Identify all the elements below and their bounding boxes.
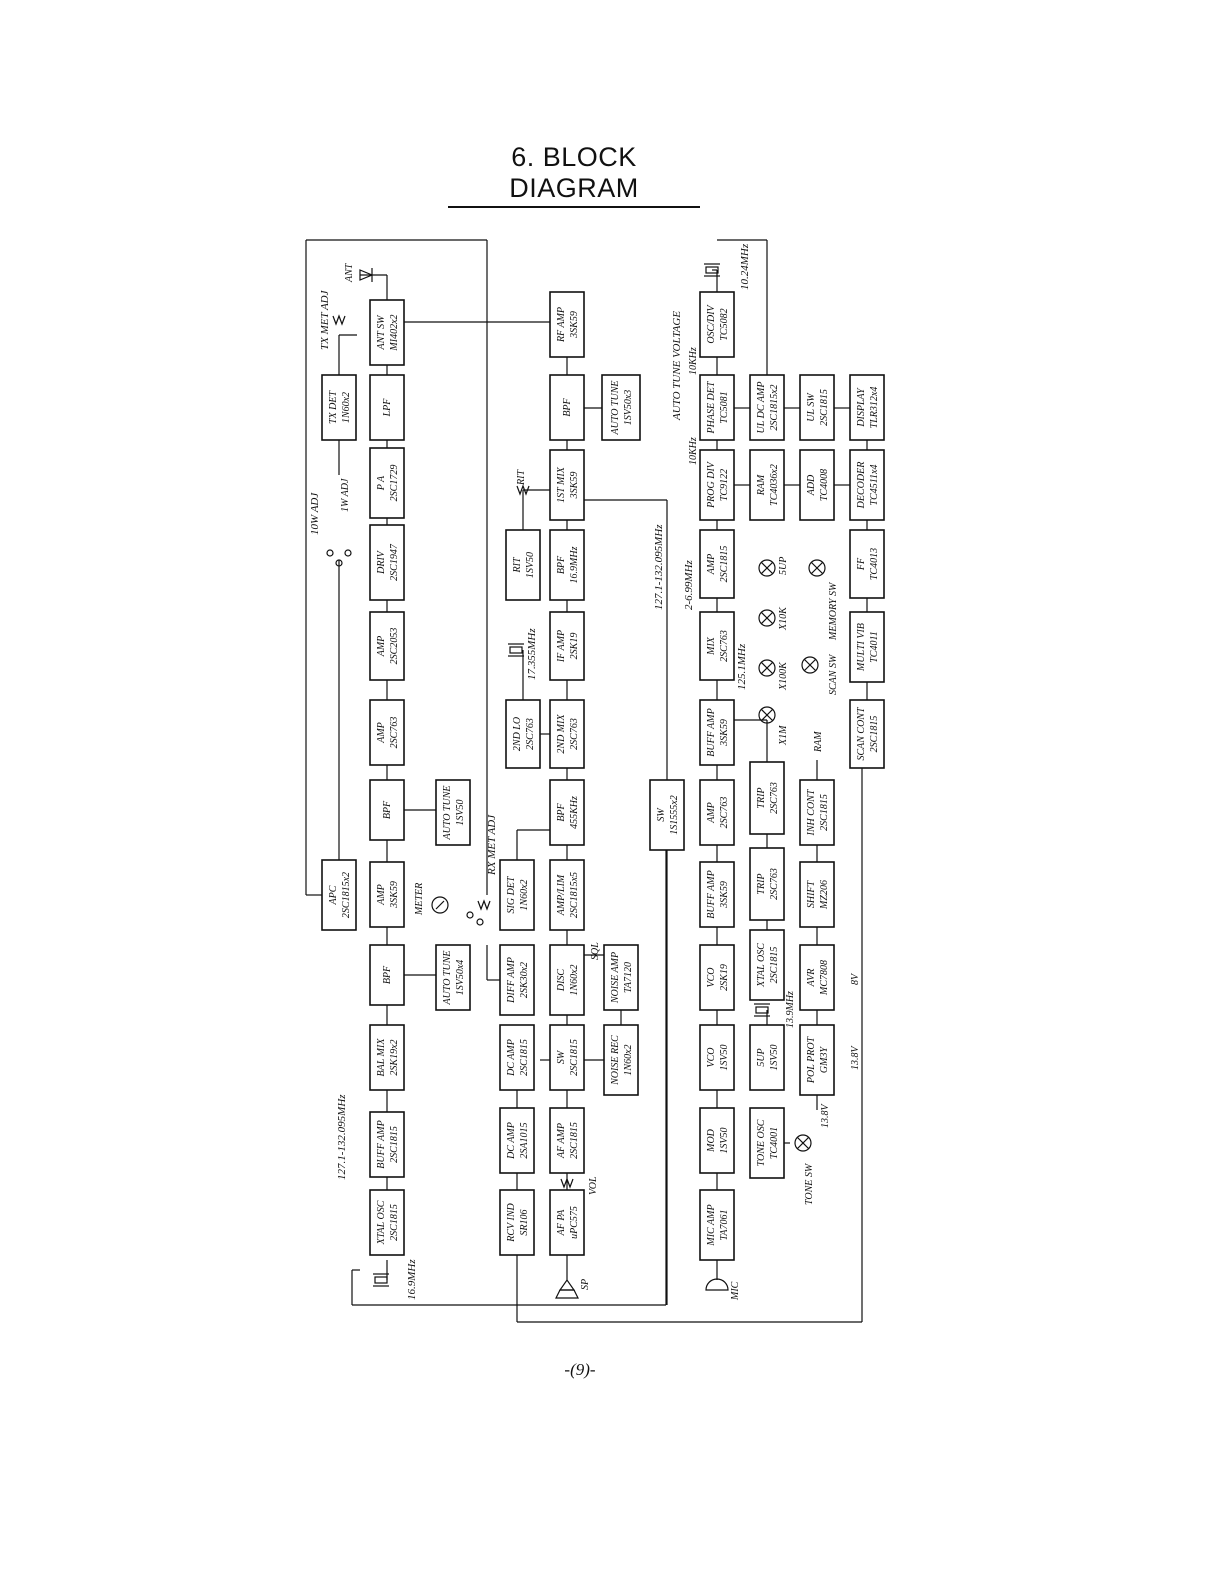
block-disc xyxy=(550,945,584,1015)
block-label: VCO xyxy=(706,967,717,988)
block-label: FF xyxy=(856,557,867,571)
block-label: DISC xyxy=(556,968,567,992)
label-mic: MIC xyxy=(730,1281,741,1300)
block-part-number: 1N60x2 xyxy=(623,1044,634,1076)
block-label: ADD xyxy=(806,474,817,496)
block-label: NOISE REC xyxy=(610,1035,621,1085)
block-label: NOISE AMP xyxy=(610,951,621,1004)
label-k10-a: 10KHz xyxy=(688,437,699,465)
block-auto-tune-3 xyxy=(602,375,640,440)
block-label: DIFF AMP xyxy=(506,957,517,1003)
block-label: RAM xyxy=(756,474,767,496)
label-rx-met-adj: RX MET ADJ xyxy=(486,814,498,875)
block-label: AF AMP xyxy=(556,1122,567,1159)
block-label: AMP xyxy=(706,553,717,575)
block-part-number: 2SC763 xyxy=(719,630,730,662)
block-af-pa xyxy=(550,1190,584,1255)
block-part-number: 2SC1815 xyxy=(569,1039,580,1076)
block-add xyxy=(800,450,834,520)
block-part-number: 1SV50 xyxy=(719,1127,730,1154)
block-label: VCO xyxy=(706,1047,717,1068)
block-vco-2sk19 xyxy=(700,945,734,1010)
block-label: BUFF AMP xyxy=(706,870,717,919)
block-label: MIX xyxy=(706,637,717,655)
label-x100k: X100K xyxy=(778,662,789,690)
block-label: AMP xyxy=(706,802,717,823)
block-bpf-169 xyxy=(550,530,584,600)
block-label: PHASE DET xyxy=(706,381,717,434)
block-rf-amp xyxy=(550,292,584,357)
block-part-number: 2SC1815x2 xyxy=(769,384,780,431)
block-label: BAL MIX xyxy=(376,1038,387,1077)
block-display xyxy=(850,375,884,440)
label-memory-sw: MEMORY SW xyxy=(828,582,839,640)
circuit-blocks xyxy=(322,292,884,1260)
block-part-number: 2SK30x2 xyxy=(519,961,530,999)
block-part-number: 2SC1815 xyxy=(519,1039,530,1076)
block-label: MOD xyxy=(706,1129,717,1152)
label-f1251: 125.1MHz xyxy=(736,643,748,690)
block-if-amp xyxy=(550,612,584,680)
block-label: DC AMP xyxy=(506,1122,517,1159)
block-label: BPF xyxy=(562,398,573,417)
block-label: BPF xyxy=(382,965,393,985)
block-label: LPF xyxy=(382,398,393,417)
block-part-number: 3SK59 xyxy=(719,719,730,746)
block-label: DRIV xyxy=(376,551,387,574)
label-tx-met-adj: TX MET ADJ xyxy=(319,290,331,350)
block-label: UL SW xyxy=(806,393,817,422)
block-label: APC xyxy=(328,885,339,905)
block-part-number: SR106 xyxy=(519,1209,530,1236)
block-part-number: TC5082 xyxy=(719,308,730,341)
block-part-number: 2SC763 xyxy=(525,718,536,750)
block-part-number: 2SC1815 xyxy=(769,946,780,984)
block-label: DECODER xyxy=(856,461,867,509)
block-label: TRIP xyxy=(756,873,767,895)
block-tone-osc xyxy=(750,1108,784,1178)
block-label: SW xyxy=(556,1050,567,1065)
block-part-number: GM3Y xyxy=(819,1046,830,1074)
page-number: -(9)- xyxy=(564,1360,596,1379)
block-label: POL PROT xyxy=(806,1036,817,1084)
block-part-number: 2SA1015 xyxy=(519,1122,530,1159)
block-amp-lim xyxy=(550,860,584,930)
label-sql: SQL xyxy=(590,942,601,960)
block-mix-2nd xyxy=(550,700,584,768)
block-bpf-rx xyxy=(550,375,584,440)
block-apc xyxy=(322,860,356,930)
label-f26: 2-6.99MHz xyxy=(683,560,695,610)
block-lpf xyxy=(370,375,404,440)
block-part-number: 2SC1815 xyxy=(389,1126,400,1163)
block-decoder xyxy=(850,450,884,520)
block-label: AMP xyxy=(376,635,387,657)
block-trip-2 xyxy=(750,762,784,834)
block-part-number: MC7808 xyxy=(819,960,830,995)
label-ram-lbl: RAM xyxy=(813,731,824,752)
block-part-number: 2SC1815x5 xyxy=(569,871,580,919)
block-label: SHIFT xyxy=(806,880,817,909)
block-part-number: 2SK19 xyxy=(569,632,580,660)
block-mod xyxy=(700,1108,734,1173)
block-part-number: 1SV50 xyxy=(455,799,466,826)
block-inh-cont xyxy=(800,780,834,845)
label-atv: AUTO TUNE VOLTAGE xyxy=(671,310,683,420)
block-label: OSC/DIV xyxy=(706,305,717,344)
block-part-number: 1SV50 xyxy=(525,551,536,579)
block-part-number: 1SV50 xyxy=(719,1044,730,1071)
block-label: DISPLAY xyxy=(856,388,867,427)
block-auto-tune-2 xyxy=(436,780,470,845)
block-label: AUTO TUNE xyxy=(442,950,453,1005)
block-part-number: 1N60x2 xyxy=(569,964,580,996)
label-meter: METER xyxy=(414,882,425,915)
block-buff-amp-tx xyxy=(370,1112,404,1177)
block-part-number: 2SK19 xyxy=(719,964,730,991)
block-part-number: TLR312x4 xyxy=(869,386,880,429)
block-pol-prot xyxy=(800,1025,834,1095)
block-buff-amp-vco1 xyxy=(700,862,734,927)
block-part-number: 1SV50 xyxy=(769,1044,780,1071)
block-lo-2nd xyxy=(506,700,540,768)
block-part-number: 1N60x2 xyxy=(519,879,530,911)
block-sw-1s1555 xyxy=(650,780,684,850)
block-mic-amp xyxy=(700,1190,734,1260)
label-f17355: 17.355MHz xyxy=(526,628,538,680)
block-part-number: 2SC1947 xyxy=(389,544,400,581)
block-bal-mix xyxy=(370,1025,404,1090)
block-mix-1st xyxy=(550,450,584,520)
label-v8: 8V xyxy=(850,973,861,985)
block-part-number: 16.9MHz xyxy=(569,546,580,584)
block-up5 xyxy=(750,1025,784,1090)
block-label: P A xyxy=(376,475,387,491)
block-part-number: 2SC1815 xyxy=(819,794,830,831)
label-rit-sym: RIT xyxy=(516,470,527,485)
block-bpf-tx2 xyxy=(370,780,404,840)
block-sig-det xyxy=(500,860,534,930)
block-avr xyxy=(800,945,834,1010)
block-ff xyxy=(850,530,884,598)
block-amp-2sc763-pll xyxy=(700,780,734,845)
block-label: PROG DIV xyxy=(706,462,717,508)
block-rit xyxy=(506,530,540,600)
block-part-number: 2SC2053 xyxy=(389,627,400,665)
block-phase-det xyxy=(700,375,734,440)
block-part-number: TC5081 xyxy=(719,391,730,424)
block-part-number: 2SC1815 xyxy=(819,389,830,426)
block-part-number: TC4013 xyxy=(869,547,880,581)
label-f1024: 10.24MHz xyxy=(739,243,751,290)
block-part-number: 2SC763 xyxy=(569,718,580,750)
block-label: 2ND MIX xyxy=(556,714,567,754)
block-dc-amp-2sc xyxy=(500,1025,534,1090)
block-label: TRIP xyxy=(756,787,767,809)
block-label: XTAL OSC xyxy=(376,1200,387,1245)
block-part-number: 1SV50x4 xyxy=(455,959,466,996)
block-part-number: TA7061 xyxy=(719,1209,730,1241)
block-af-amp xyxy=(550,1108,584,1173)
block-label: AUTO TUNE xyxy=(442,785,453,840)
block-part-number: 2SC763 xyxy=(769,782,780,814)
block-label: ANT SW xyxy=(376,315,387,350)
block-part-number: 1S1555x2 xyxy=(669,795,680,835)
block-shift xyxy=(800,862,834,927)
block-pa xyxy=(370,448,404,518)
block-label: RF AMP xyxy=(556,306,567,343)
label-v138-a: 13.8V xyxy=(850,1046,861,1070)
block-part-number: TC4011 xyxy=(869,631,880,663)
block-part-number: 3SK59 xyxy=(389,881,400,908)
block-part-number: 3SK59 xyxy=(569,311,580,338)
label-scan-sw: SCAN SW xyxy=(828,654,839,695)
block-part-number: TC4001 xyxy=(769,1126,780,1160)
block-label: RIT xyxy=(512,557,523,573)
label-ant: ANT xyxy=(344,263,355,282)
block-part-number: TC4511x4 xyxy=(869,464,880,506)
block-part-number: 2SC1815x2 xyxy=(341,871,352,919)
block-label: MIC AMP xyxy=(706,1204,717,1246)
block-part-number: 1N60x2 xyxy=(341,391,352,424)
block-label: 1ST MIX xyxy=(556,467,567,503)
block-label: SIG DET xyxy=(506,876,517,914)
block-tx-det xyxy=(322,375,356,440)
label-w10-adj: 10W ADJ xyxy=(309,492,321,535)
block-amp-2sc1815-pll xyxy=(700,530,734,598)
block-trip-1 xyxy=(750,848,784,920)
block-label: AF PA xyxy=(556,1209,567,1236)
label-x1m: X1M xyxy=(778,725,789,745)
block-prog-div xyxy=(700,450,734,520)
block-part-number: 2SC1815 xyxy=(719,545,730,583)
label-f127-tx: 127.1-132.095MHz xyxy=(336,1094,348,1180)
block-part-number: 455KHz xyxy=(569,796,580,829)
block-amp-2sc2053 xyxy=(370,612,404,680)
block-label: BUFF AMP xyxy=(376,1120,387,1169)
block-part-number: MI402x2 xyxy=(389,314,400,351)
block-mix-pll xyxy=(700,612,734,680)
block-label: TONE OSC xyxy=(756,1119,767,1167)
block-part-number: 2SC763 xyxy=(389,716,400,749)
block-part-number: 3SK59 xyxy=(719,881,730,908)
block-label: XTAL OSC xyxy=(756,943,767,987)
block-bpf-455 xyxy=(550,780,584,845)
block-label: BPF xyxy=(382,800,393,820)
block-part-number: TC4008 xyxy=(819,468,830,502)
block-diff-amp xyxy=(500,945,534,1015)
block-part-number: TC9122 xyxy=(719,468,730,502)
label-f127-rx: 127.1-132.095MHz xyxy=(653,524,665,610)
block-buff-amp-vco2 xyxy=(700,700,734,765)
block-amp-2sc763-tx xyxy=(370,700,404,765)
block-ant-sw xyxy=(370,300,404,365)
block-label: BPF xyxy=(556,555,567,575)
block-part-number: 2SC763 xyxy=(769,868,780,900)
block-ul-sw xyxy=(800,375,834,440)
block-label: RCV IND xyxy=(506,1203,517,1242)
block-part-number: 2SC1815 xyxy=(569,1122,580,1159)
block-label: AVR xyxy=(806,968,817,987)
block-xtal-osc xyxy=(370,1190,404,1255)
block-part-number: 2SC1815 xyxy=(389,1204,400,1241)
block-part-number: TA7120 xyxy=(623,962,634,993)
label-tone-sw: TONE SW xyxy=(804,1163,815,1205)
block-noise-amp xyxy=(604,945,638,1010)
block-label: SW xyxy=(656,808,667,822)
label-vol: VOL xyxy=(588,1176,599,1195)
label-f169: 16.9MHz xyxy=(406,1259,418,1300)
block-osc-div xyxy=(700,292,734,357)
block-part-number: 2SC763 xyxy=(719,796,730,829)
block-ram xyxy=(750,450,784,520)
block-label: AMP/LIM xyxy=(556,874,567,916)
block-bpf-tx1 xyxy=(370,945,404,1005)
block-part-number: TC4036x2 xyxy=(769,464,780,506)
block-label: BUFF AMP xyxy=(706,708,717,757)
block-label: 2ND LO xyxy=(512,716,523,752)
block-label: 5UP xyxy=(756,1048,767,1067)
block-label: AMP xyxy=(376,884,387,905)
block-part-number: 3SK59 xyxy=(569,471,580,499)
block-noise-rec xyxy=(604,1025,638,1095)
block-vco-1sv50 xyxy=(700,1025,734,1090)
block-part-number: 2SC1729 xyxy=(389,464,400,502)
label-sp: SP xyxy=(580,1278,591,1290)
block-label: UL DC AMP xyxy=(756,381,767,434)
block-part-number: uPC575 xyxy=(569,1206,580,1239)
block-label: BPF xyxy=(556,803,567,822)
block-driv xyxy=(370,525,404,600)
block-part-number: 2SK19x2 xyxy=(389,1039,400,1076)
label-w1-adj: 1W ADJ xyxy=(340,478,351,512)
block-part-number: MZ206 xyxy=(819,880,830,909)
page-title: 6. BLOCK DIAGRAM xyxy=(448,142,700,208)
block-part-number: 2SC1815 xyxy=(869,715,880,753)
block-dc-amp-2sa xyxy=(500,1108,534,1173)
label-v138-b: 13.8V xyxy=(820,1104,831,1128)
block-label: INH CONT xyxy=(806,789,817,836)
block-multi-vib xyxy=(850,612,884,682)
label-f139: 13.9MHz xyxy=(785,991,796,1028)
block-label: MULTI VIB xyxy=(856,623,867,671)
block-xtal-osc-2 xyxy=(750,930,784,1000)
block-label: AUTO TUNE xyxy=(610,380,621,435)
block-auto-tune-1 xyxy=(436,945,470,1010)
block-label: AMP xyxy=(376,722,387,743)
label-up5-sw: 5UP xyxy=(778,556,789,575)
label-x10k: X10K xyxy=(778,607,789,630)
block-label: DC AMP xyxy=(506,1039,517,1076)
block-part-number: 1SV50x3 xyxy=(623,389,634,426)
block-label: SCAN CONT xyxy=(856,707,867,761)
block-scan-cont xyxy=(850,700,884,768)
block-rcv-ind xyxy=(500,1190,534,1255)
block-ul-dc-amp xyxy=(750,375,784,440)
block-amp-3sk59-tx xyxy=(370,862,404,927)
block-label: IF AMP xyxy=(556,629,567,663)
block-label: TX DET xyxy=(328,390,339,425)
label-k10-b: 10KHz xyxy=(688,347,699,375)
block-sw-rx xyxy=(550,1025,584,1090)
